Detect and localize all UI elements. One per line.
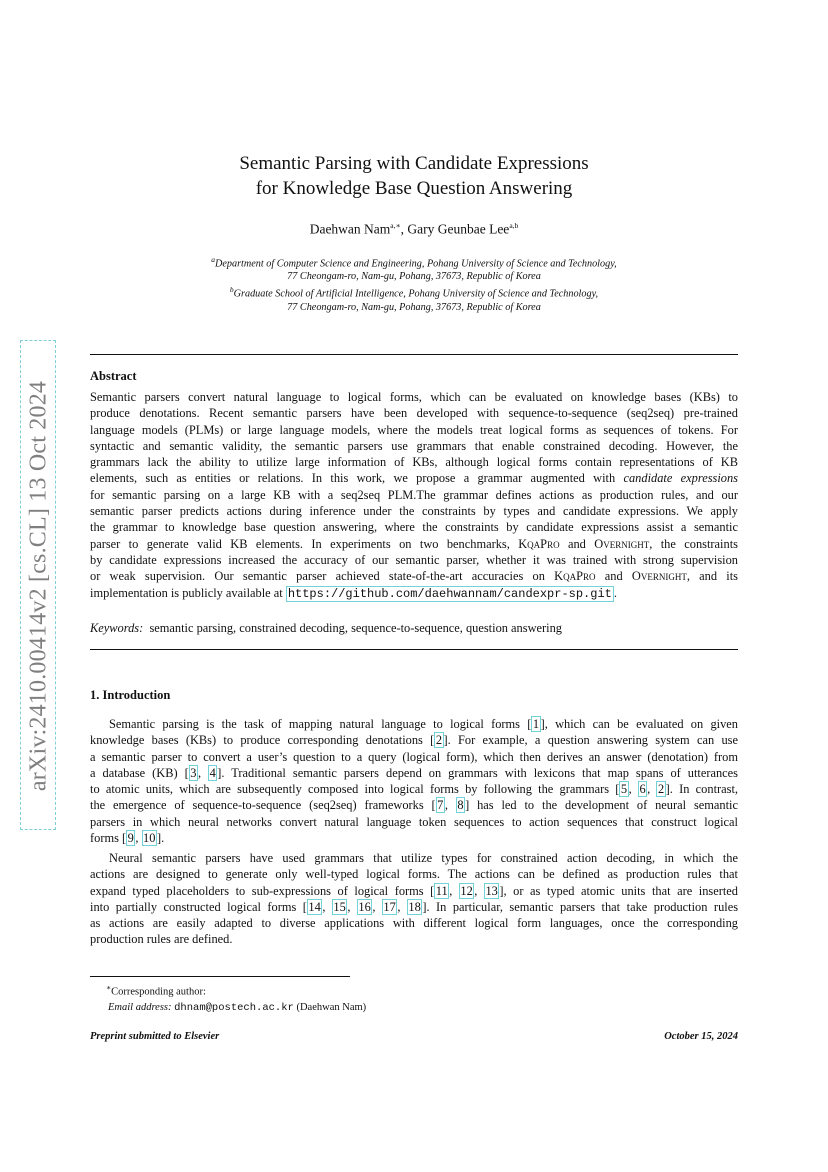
- kqapro-name: KqaPro: [554, 569, 596, 584]
- text-span: ,: [347, 899, 357, 914]
- citation-link[interactable]: 12: [460, 883, 473, 898]
- title-line-1: Semantic Parsing with Candidate Expressions: [239, 153, 589, 174]
- footer-left: Preprint submitted to Elsevier: [90, 1031, 220, 1042]
- text-span: ].: [156, 831, 165, 846]
- abstract-line: grammars lack the ability to utilize large information of KBs, although logical forms contain representations of KB: [90, 455, 738, 470]
- text-line: [90, 915, 738, 931]
- text-span: knowledge bases (KBs) to produce corresponding denotations [: [90, 733, 435, 748]
- abstract-body: [90, 389, 738, 602]
- aff-a-line1: Department of Computer Science and Engineering, Pohang University of Science and Technology,: [215, 258, 617, 270]
- text-line: [90, 797, 738, 813]
- text-span: the emergence of sequence-to-sequence (seq2seq) frameworks [: [90, 798, 436, 813]
- citation-link[interactable]: 14: [308, 899, 321, 914]
- text-span: ], which can be evaluated on given: [540, 717, 738, 731]
- text-span: ]. In contrast,: [665, 782, 738, 797]
- citation-link[interactable]: 6: [639, 782, 646, 797]
- text-span: parsers in which neural networks convert natural language token sequences to action sequences that construct logical: [90, 814, 738, 829]
- text-span: ,: [449, 883, 459, 898]
- text-line: [90, 781, 738, 797]
- author-2: Gary Geunbae Lee: [407, 221, 510, 237]
- citation-link[interactable]: 10: [143, 831, 156, 846]
- text-span: a semantic parser to convert a user’s question to a query (logical form), which then derives an answer (denotation) from: [90, 749, 738, 764]
- intro-paragraph-1: [90, 716, 738, 846]
- citation-link[interactable]: 2: [435, 733, 443, 748]
- abstract-bottom-rule: [90, 649, 738, 650]
- text-span: ], or as typed atomic units that are inserted: [499, 883, 739, 898]
- abstract-line-text: elements, such as entities or relations. In this work, we propose a grammar augmented with: [90, 471, 616, 486]
- text-line: [90, 850, 738, 866]
- text-span: ]. Traditional semantic parsers depend on grammars with lexicons that map spans of utterances: [217, 765, 739, 780]
- text-line: [90, 814, 738, 830]
- citation-link[interactable]: 4: [209, 765, 216, 780]
- citation-link[interactable]: 11: [435, 883, 448, 898]
- abstract-and: and: [604, 569, 623, 584]
- overnight-name: Overnight: [594, 536, 650, 551]
- text-span: ] has led to the development of neural semantic: [465, 798, 738, 813]
- abstract-line: the grammar to knowledge base question answering, where the constraints by candidate expressions assist a semantic: [90, 520, 738, 535]
- abstract-line: produce denotations. Recent semantic parsers have been developed with sequence-to-sequence (seq2seq) pre-trained: [90, 406, 738, 421]
- abstract-line: for semantic parsing on a large KB with a seq2seq PLM.The grammar defines actions as production rules, and our: [90, 487, 738, 502]
- text-line: [90, 749, 738, 765]
- affiliations: [90, 253, 738, 314]
- text-span: ,: [322, 899, 332, 914]
- text-span: actions are designed to generate only well-typed logical forms. The actions can be defined as production rules that: [90, 867, 738, 882]
- citation-link[interactable]: 7: [437, 798, 444, 813]
- citation-link[interactable]: 16: [358, 899, 371, 914]
- text-span: as actions are easily adapted to diverse applications with different logical form languages, once the corresponding: [90, 916, 738, 931]
- author-sep: ,: [400, 221, 408, 237]
- citation-link[interactable]: 3: [190, 765, 197, 780]
- section-heading-introduction: 1. Introduction: [90, 688, 171, 702]
- abstract-line: [90, 568, 738, 584]
- email-name: (Daehwan Nam): [293, 1001, 367, 1013]
- text-span: to atomic units, which are subsequently composed into logical forms by following the grammars [: [90, 782, 620, 797]
- citation-link[interactable]: 8: [457, 798, 464, 813]
- footnote-rule: [90, 976, 350, 977]
- text-span: ,: [197, 765, 209, 780]
- abstract-line-text: implementation is publicly available at: [90, 585, 283, 600]
- email-address[interactable]: dhnam@postech.ac.kr: [174, 1001, 294, 1014]
- citation-link[interactable]: 13: [485, 883, 498, 898]
- title-line-2: for Knowledge Base Question Answering: [255, 178, 573, 199]
- intro-paragraph-2: [90, 850, 738, 948]
- text-span: ,: [135, 831, 142, 846]
- text-span: a database (KB) [: [90, 765, 189, 780]
- abstract-line: [90, 585, 738, 602]
- kqapro-name: KqaPro: [518, 536, 560, 551]
- text-span: production rules are defined.: [90, 932, 233, 947]
- citation-link[interactable]: 17: [383, 899, 396, 914]
- abstract-line: by candidate expressions increased the accuracy of our semantic parser, whether it was trained with strong supervision: [90, 552, 738, 567]
- keywords-line: [90, 620, 738, 636]
- citation-link[interactable]: 15: [333, 899, 346, 914]
- arxiv-stamp[interactable]: [20, 340, 56, 830]
- abstract-line: syntactic and semantic validity, the semantic parsers use grammars that enable constrained decoding. However, the: [90, 438, 738, 453]
- abstract-top-rule: [90, 354, 738, 355]
- text-span: Neural semantic parsers have used grammars that utilize types for constrained action decoding, in which the: [109, 851, 738, 865]
- abstract-and: and: [567, 536, 586, 551]
- footnote: [90, 980, 738, 1016]
- footnote-mark: ∗: [106, 983, 112, 992]
- authors: [90, 221, 738, 238]
- text-line: [90, 732, 738, 748]
- aff-a-mark: a: [211, 255, 216, 264]
- citation-link[interactable]: 2: [657, 782, 665, 797]
- text-span: ,: [474, 883, 484, 898]
- aff-b-line1: Graduate School of Artificial Intelligence, Pohang University of Science and Technology,: [233, 288, 599, 300]
- abstract-line-text: , the constraints: [649, 536, 738, 551]
- footer-right: October 15, 2024: [664, 1031, 738, 1042]
- author-2-sup: a,b: [509, 221, 519, 230]
- abstract-line: [90, 470, 738, 486]
- text-line: [90, 899, 738, 915]
- text-line: [90, 866, 738, 882]
- text-span: ,: [372, 899, 382, 914]
- overnight-name: Overnight: [631, 569, 687, 584]
- text-span: forms [: [90, 831, 127, 846]
- abstract-heading: Abstract: [90, 369, 137, 383]
- text-span: ]. In particular, semantic parsers that take production rules: [422, 899, 739, 914]
- paper-title: [90, 151, 738, 201]
- text-line: [90, 830, 738, 846]
- text-line: [90, 765, 738, 781]
- email-label: Email address:: [108, 1001, 172, 1013]
- citation-link[interactable]: 5: [620, 782, 628, 797]
- author-1-sup: a,∗: [390, 221, 401, 230]
- text-span: ,: [647, 782, 657, 797]
- keywords: [90, 620, 738, 636]
- text-span: ]. For example, a question answering system can use: [443, 733, 739, 748]
- arxiv-stamp-text: arXiv:2410.00414v2 [cs.CL] 13 Oct 2024: [25, 380, 52, 792]
- text-span: into partially constructed logical forms [: [90, 899, 307, 914]
- aff-a-line2: 77 Cheongam-ro, Nam-gu, Pohang, 37673, Republic of Korea: [287, 271, 541, 283]
- text-span: expand typed placeholders to sub-expressions of logical forms [: [90, 883, 435, 898]
- abstract-emphasis: candidate expressions: [623, 471, 738, 486]
- abstract-line-text: or weak supervision. Our semantic parser achieved state-of-the-art accuracies on: [90, 569, 545, 584]
- abstract-line: language models (PLMs) or large language models, where the models treat logical forms as sequences of tokens. For: [90, 422, 738, 437]
- text-span: ,: [628, 782, 638, 797]
- abstract-line: semantic parser predicts actions during inference under the constraints by types and candidate expressions. We apply: [90, 504, 738, 519]
- text-line: [90, 931, 738, 947]
- text-span: ,: [444, 798, 456, 813]
- aff-b-line2: 77 Cheongam-ro, Nam-gu, Pohang, 37673, Republic of Korea: [287, 301, 541, 313]
- citation-link[interactable]: 9: [127, 831, 134, 846]
- abstract-line-text: .: [613, 585, 617, 600]
- abstract-line: [90, 536, 738, 552]
- text-span: Semantic parsing is the task of mapping natural language to logical forms [: [109, 717, 532, 731]
- keywords-label: Keywords:: [90, 621, 144, 635]
- abstract-line-text: parser to generate valid KB elements. In experiments on two benchmarks,: [90, 536, 510, 551]
- repo-link[interactable]: https://github.com/daehwannam/candexpr-sp.git: [287, 586, 612, 601]
- footnote-line1: Corresponding author:: [111, 986, 206, 998]
- abstract-line: Semantic parsers convert natural language to logical forms, which can be evaluated on knowledge bases (KBs) to: [90, 390, 738, 404]
- author-1: Daehwan Nam: [309, 221, 391, 237]
- text-line: [90, 716, 738, 732]
- keywords-text: semantic parsing, constrained decoding, sequence-to-sequence, question answering: [149, 621, 562, 635]
- citation-link[interactable]: 1: [532, 717, 540, 731]
- text-line: [90, 883, 738, 899]
- text-span: ,: [397, 899, 407, 914]
- citation-link[interactable]: 18: [408, 899, 421, 914]
- aff-b-mark: b: [229, 285, 234, 295]
- abstract-line-text: , and its: [686, 569, 738, 584]
